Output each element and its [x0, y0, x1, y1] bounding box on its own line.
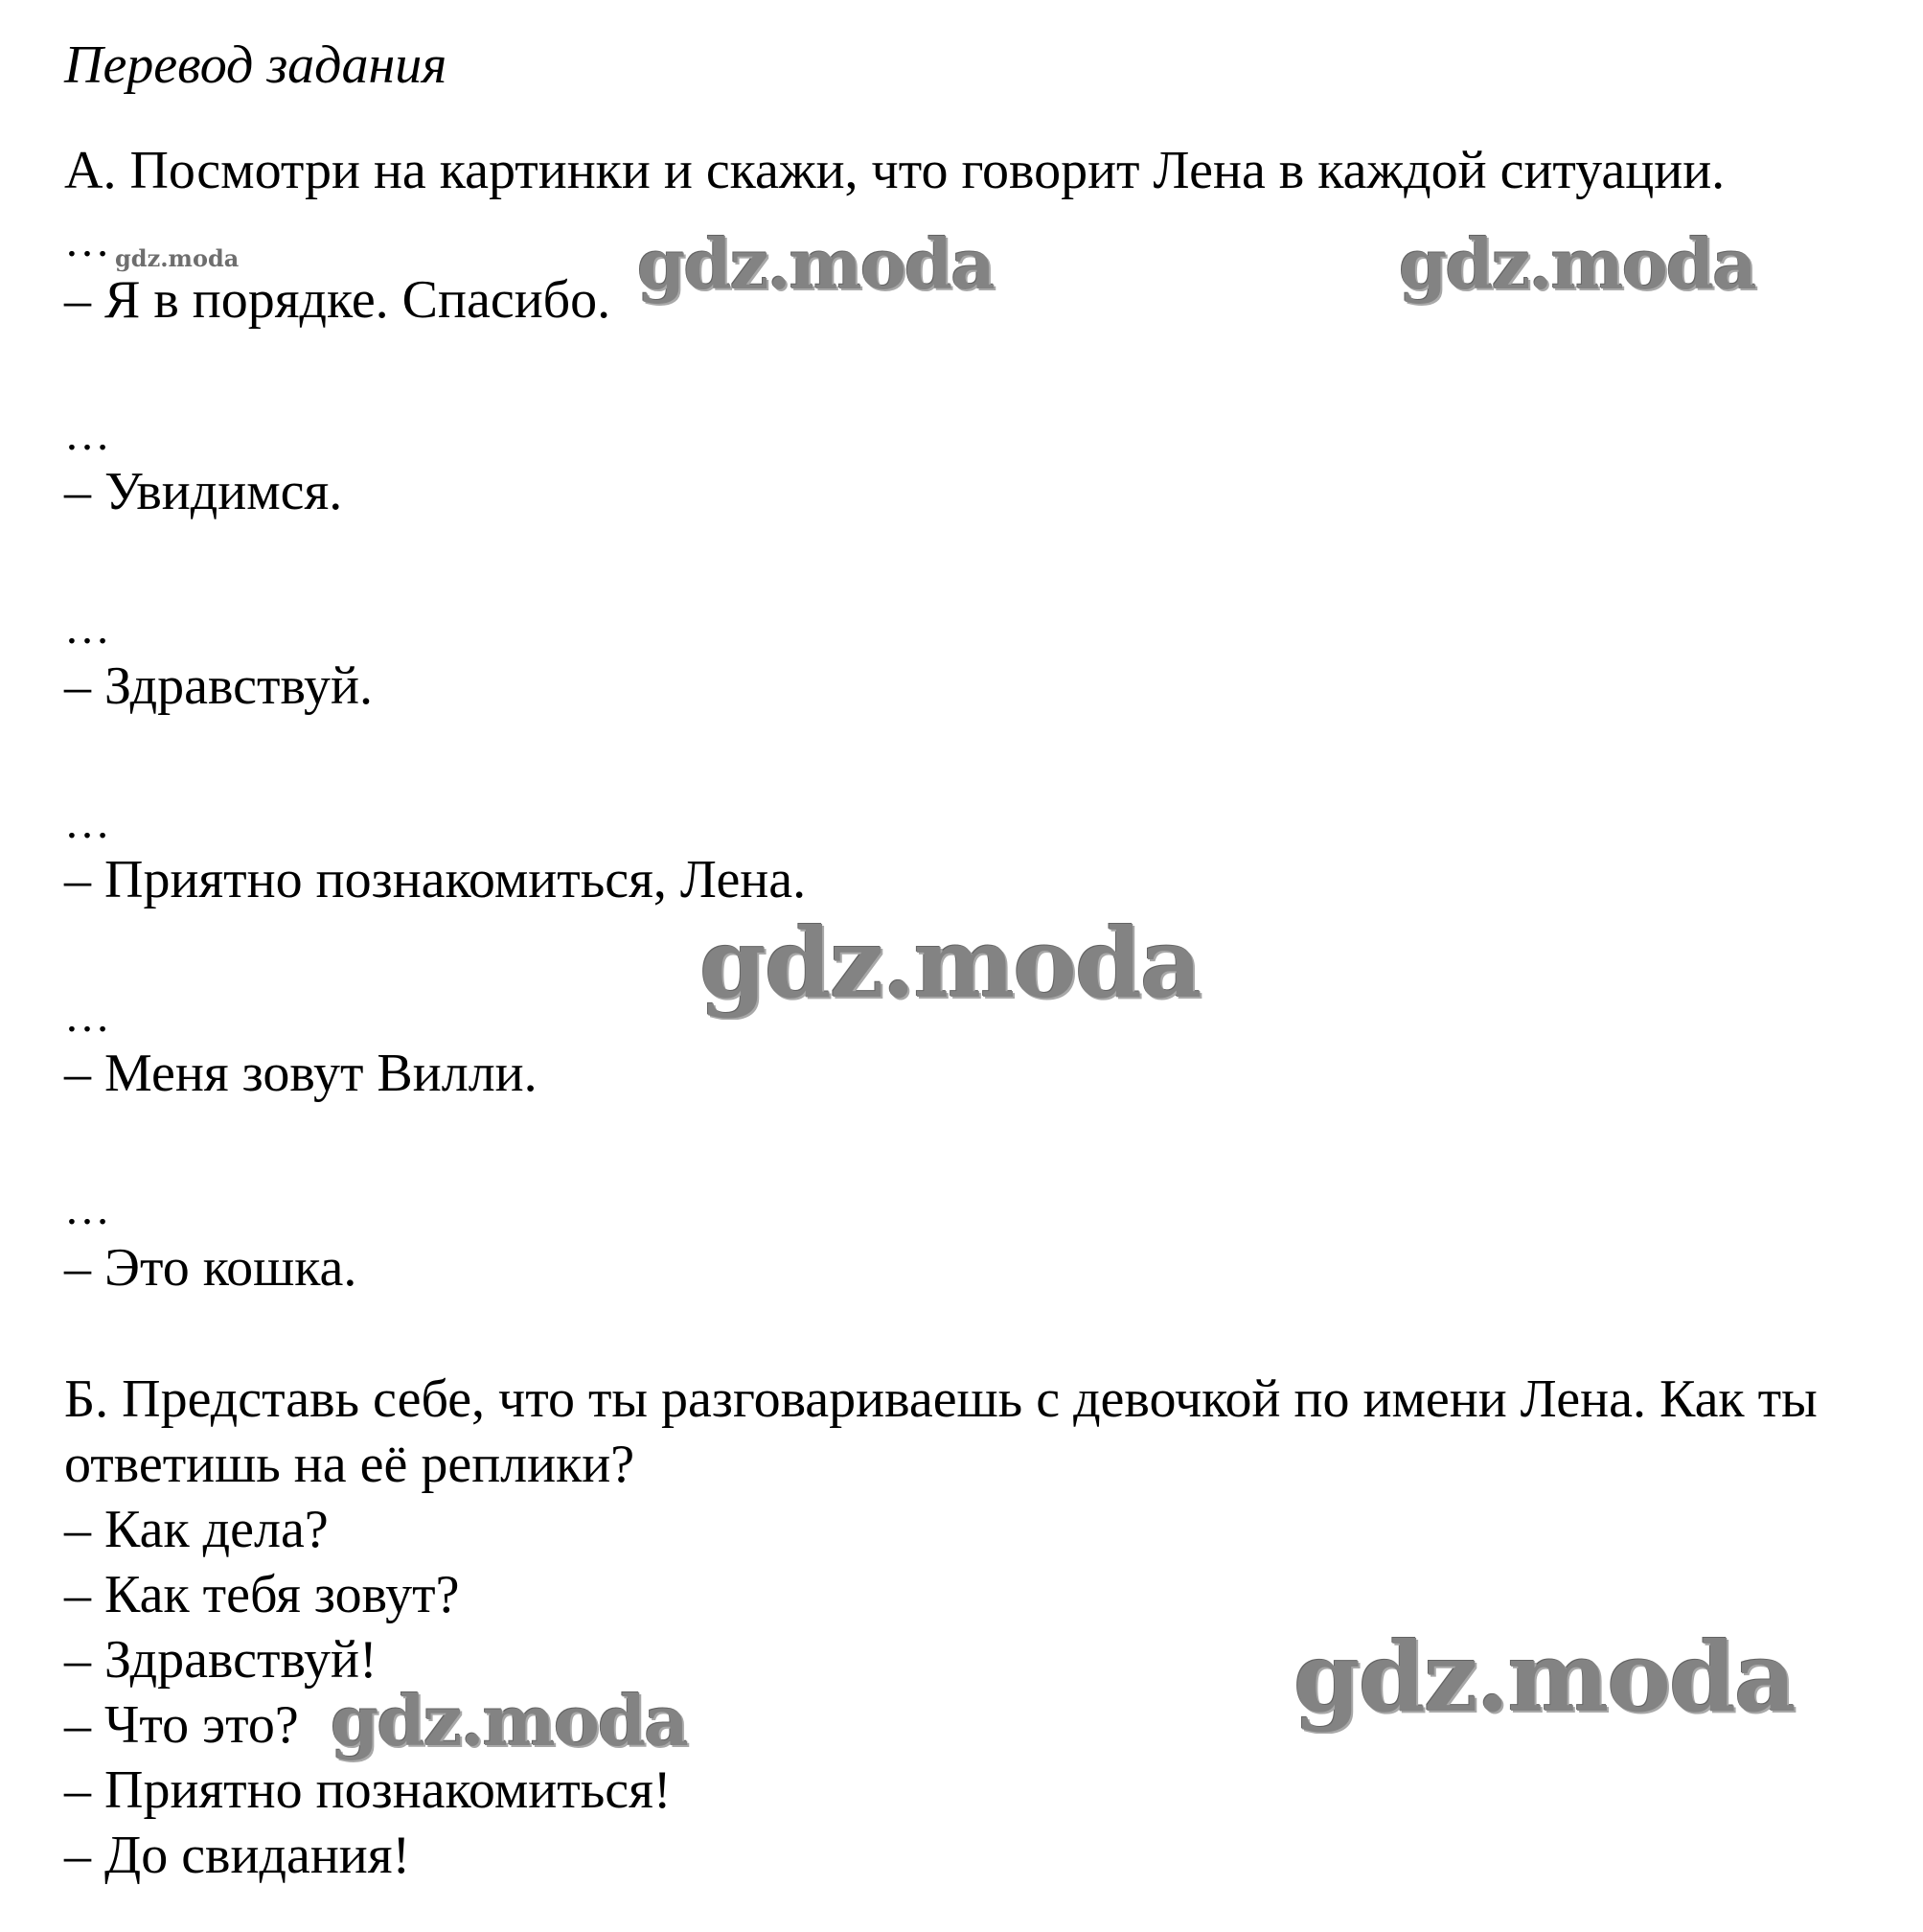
ellipsis-4: …: [64, 797, 110, 848]
response-line-1: – Как дела?: [64, 1500, 329, 1559]
ellipsis-1: …: [64, 216, 110, 266]
response-line-4: – Что это?: [64, 1695, 299, 1755]
reply-6: – Это кошка.: [64, 1238, 357, 1298]
response-line-3: – Здравствуй!: [64, 1630, 378, 1690]
response-line-5: – Приятно познакомиться!: [64, 1760, 672, 1820]
reply-2: – Увидимся.: [64, 462, 343, 521]
response-line-2: – Как тебя зовут?: [64, 1565, 460, 1624]
page-heading: Перевод задания: [64, 35, 447, 95]
ellipsis-3: …: [64, 603, 110, 654]
reply-1: – Я в порядке. Спасибо.: [64, 270, 611, 330]
section-b-instruction-line1: Б. Представь себе, что ты разговариваешь с девочкой по имени Лена. Как ты: [64, 1369, 1818, 1429]
reply-5: – Меня зовут Вилли.: [64, 1044, 538, 1103]
watermark-top-left: gdz.moda: [637, 223, 994, 305]
reply-3: – Здравствуй.: [64, 656, 373, 716]
section-a-instruction: А. Посмотри на картинки и скажи, что говорит Лена в каждой ситуации.: [64, 141, 1726, 200]
watermark-center: gdz.moda: [699, 907, 1201, 1020]
watermark-bottom-right: gdz.moda: [1293, 1621, 1795, 1734]
reply-4: – Приятно познакомиться, Лена.: [64, 850, 807, 909]
watermark-small: gdz.moda: [115, 244, 240, 272]
ellipsis-6: …: [64, 1184, 110, 1234]
watermark-top-right: gdz.moda: [1399, 223, 1755, 305]
section-b-instruction-line2: ответишь на её реплики?: [64, 1435, 635, 1494]
ellipsis-5: …: [64, 991, 110, 1042]
ellipsis-2: …: [64, 409, 110, 460]
watermark-bottom-left: gdz.moda: [331, 1680, 687, 1761]
response-line-6: – До свидания!: [64, 1826, 411, 1885]
